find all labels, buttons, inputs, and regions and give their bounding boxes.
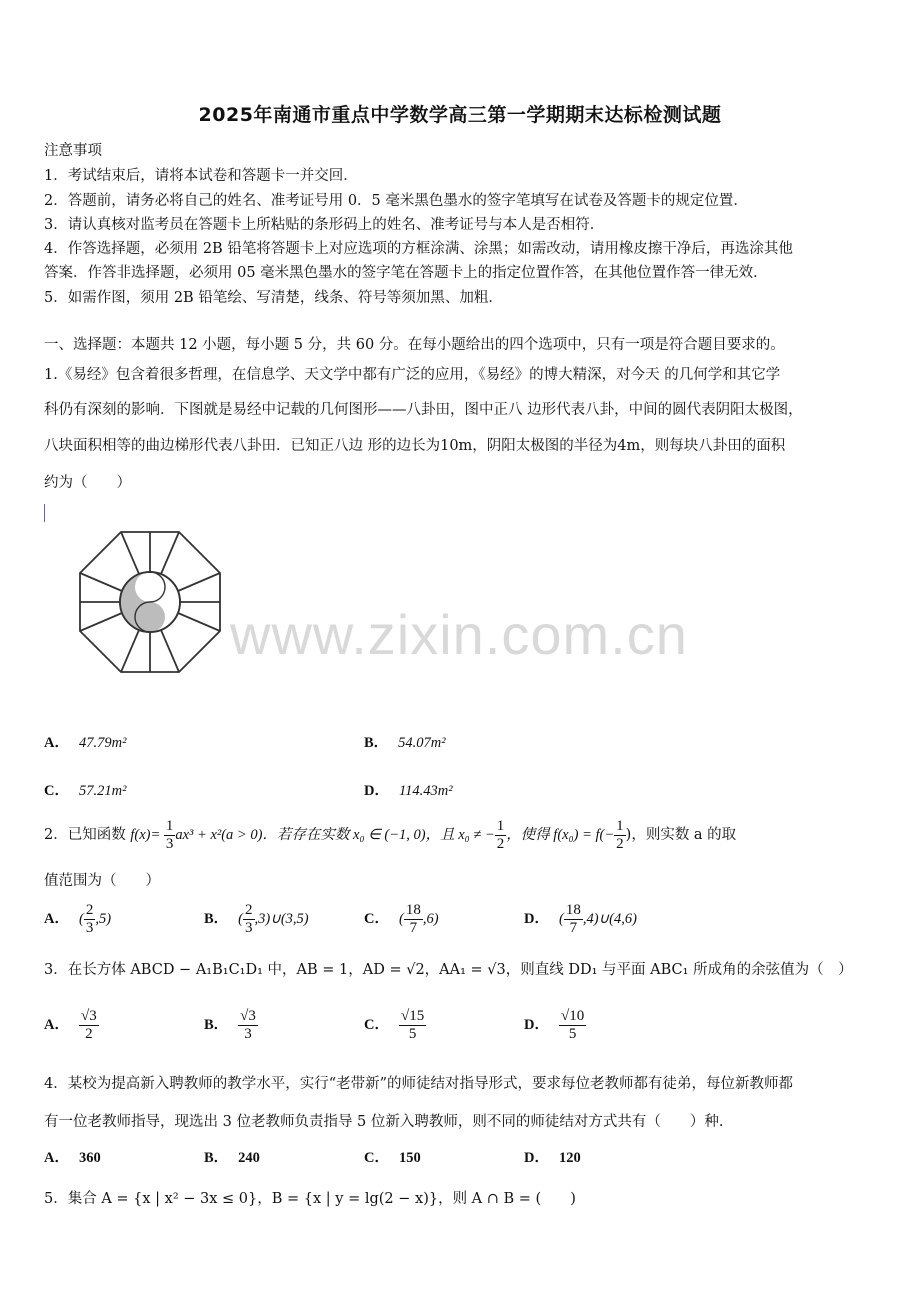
q3-line: 3．在长方体 ABCD − A₁B₁C₁D₁ 中，AB = 1，AD = √2，AA₁ = √3，则直线 DD₁ 与平面 ABC₁ 所成角的余弦值为（ ） xyxy=(44,962,853,978)
q3-option-b[interactable]: B． $\frac{√3}{3}$ xyxy=(204,1008,256,1042)
q2-option-b[interactable]: B． ( $\frac{2}{3}$ ,3)∪(3,5) xyxy=(204,902,309,936)
notice-item-3: 3．请认真核对监考员在答题卡上所粘贴的条形码上的姓名、准考证号与本人是否相符． xyxy=(44,217,605,233)
q4-option-a[interactable]: A． 360 xyxy=(44,1150,101,1166)
q1-line-4: 约为（ ） xyxy=(44,475,131,491)
q1-option-b[interactable]: B． 54.07m² xyxy=(364,735,446,751)
notice-heading: 注意事项 xyxy=(44,143,102,159)
q1-option-a[interactable]: A． 47.79m² xyxy=(44,735,127,751)
q4-line-2: 有一位老教师指导，现选出 3 位老教师负责指导 5 位新入聘教师，则不同的师徒结对方式共有（ ）种. xyxy=(44,1114,724,1130)
watermark: www.zixin.com.cn xyxy=(230,603,688,666)
q1-line-2: 科仍有深刻的影响．下图就是易经中记载的几何图形——八卦田，图中正八 边形代表八卦，中间的圆代表阴阳太极图， xyxy=(44,402,803,418)
q3-option-c[interactable]: C． $\frac{√15}{5}$ xyxy=(364,1008,425,1042)
q1-line-1: 1.《易经》包含着很多哲理，在信息学、天文学中都有广泛的应用，《易经》的博大精深，对今天 的几何学和其它学 xyxy=(44,367,781,383)
notice-item-4-cont: 答案．作答非选择题，必须用 05 毫米黑色墨水的签字笔在答题卡上的指定位置作答，在其他位置作答一律无效． xyxy=(44,265,768,281)
section-heading: 一、选择题：本题共 12 小题，每小题 5 分，共 60 分。在每小题给出的四个选项中，只有一项是符合题目要求的。 xyxy=(44,337,785,353)
q4-line-1: 4．某校为提高新入聘教师的教学水平，实行“老带新”的师徒结对指导形式，要求每位老教师都有徒弟，每位新教师都 xyxy=(44,1076,794,1092)
q1-option-c[interactable]: C． 57.21m² xyxy=(44,783,127,799)
q2-option-a[interactable]: A． ( $\frac{2}{3}$ ,5) xyxy=(44,902,112,936)
notice-item-2: 2．答题前，请务必将自己的姓名、准考证号用 0．5 毫米黑色墨水的签字笔填写在试卷及答题卡的规定位置． xyxy=(44,193,748,209)
q2-option-d[interactable]: D． ( $\frac{18}{7}$ ,4)∪(4,6) xyxy=(524,902,637,936)
notice-item-5: 5．如需作图，须用 2B 铅笔绘、写清楚，线条、符号等须加黑、加粗． xyxy=(44,290,503,306)
notice-item-4: 4．作答选择题，必须用 2B 铅笔将答题卡上对应选项的方框涂满、涂黑；如需改动，请用橡皮擦干净后，再选涂其他 xyxy=(44,241,793,257)
q2-line-2: 值范围为（ ） xyxy=(44,873,160,889)
q1-option-d[interactable]: D． 114.43m² xyxy=(364,783,453,799)
bagua-field-figure xyxy=(44,500,254,704)
q1-line-3: 八块面积相等的曲边梯形代表八卦田．已知正八边 形的边长为10m，阴阳太极图的半径为4m，则每块八卦田的面积 xyxy=(44,438,786,454)
q4-option-d[interactable]: D． 120 xyxy=(524,1150,581,1166)
notice-item-1: 1．考试结束后，请将本试卷和答题卡一并交回． xyxy=(44,168,358,184)
q4-option-c[interactable]: C． 150 xyxy=(364,1150,421,1166)
q3-option-a[interactable]: A． $\frac{√3}{2}$ xyxy=(44,1008,97,1042)
q2-option-c[interactable]: C． ( $\frac{18}{7}$ ,6) xyxy=(364,902,439,936)
q5-line: 5．集合 A = {x | x² − 3x ≤ 0}，B = {x | y = lg(2 − x)}，则 A ∩ B = ( ) xyxy=(44,1191,576,1207)
q3-option-d[interactable]: D． $\frac{√10}{5}$ xyxy=(524,1008,585,1042)
q4-option-b[interactable]: B． 240 xyxy=(204,1150,260,1166)
q2-line-1: 2．已知函数 f(x)= $\frac{1}{3}$ ax³ + x²(a > 0)．若存在实数 x₀ ∈ (−1, 0)，且 x₀ ≠ − $\frac{1}{2}$ ，使得 f(x₀) = f(− $\frac{1}{2}$ )，则实数 a 的取 xyxy=(44,818,737,852)
page-title: 2025年南通市重点中学数学高三第一学期期末达标检测试题 xyxy=(198,104,722,126)
